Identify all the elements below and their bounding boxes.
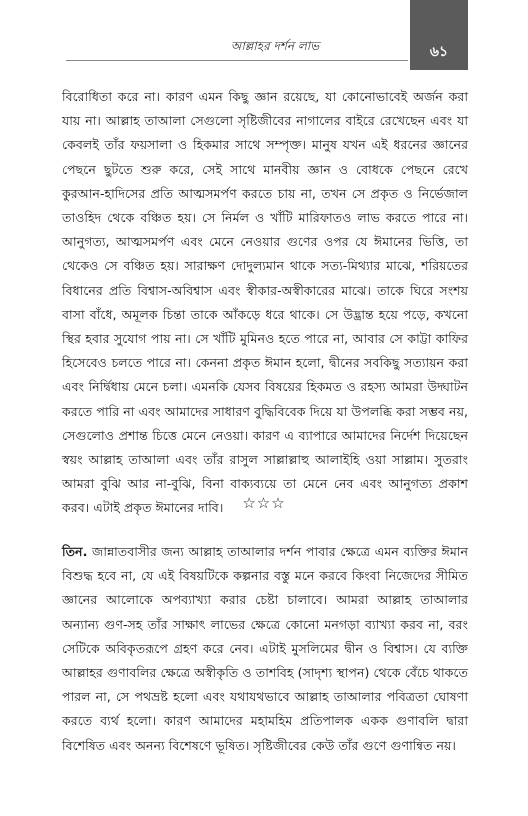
body-paragraph: বিরোধিতা করে না। কারণ এমন কিছু জ্ঞান রয়েছে, যা কোনোভাবেই অর্জন করা যায় না। আল্লাহ তাআলা সেগুলো সৃষ্টিজীবের নাগালের বাইরে রেখেছেন এবং যা কেবলই তাঁর ফয়সালা ও হিকমার সাথে সম্পৃক্ত। মানুষ যখন এই ধরনের জ্ঞানের পেছনে ছুটতে শুরু করে, সেই সাথে মানবীয় জ্ঞান ও বোধকে পেছনে রেখে কুরআন-হাদিসের প্রতি আত্মসমর্পণ করতে চায় না, তখন সে প্রকৃত ও নির্ভেজাল তাওহিদ থেকে বঞ্চিত হয়। সে নির্মল ও খাঁটি মারিফাতও লাভ করতে পারে না। আনুগত্য, আত্মসমর্পণ এবং মেনে নেওয়ার গুণের ওপর যে ঈমানের ভিত্তি, তা থেকেও সে বঞ্চিত হয়। সারাক্ষণ দোদুল্যমান থাকে সত্য-মিথ্যার মাঝে, শরিয়তের বিধানের প্রতি বিশ্বাস-অবিশ্বাস এবং স্বীকার-অস্বীকারের মাঝে। তাকে ঘিরে সংশয় বাসা বাঁধে, অমূলক চিন্তা তাকে আঁকড়ে ধরে থাকে। সে উদ্ভ্রান্ত হয়ে পড়ে, কখনো স্থির হবার সুযোগ পায় না। সে খাঁটি মুমিনও হতে পারে না, আবার সে কাট্টা কাফির হিসেবেও চলতে পারে না। কেননা প্রকৃত ঈমান হলো, দ্বীনের সবকিছু সত্যায়ন করা এবং নির্দ্বিধায় মেনে চলা। এমনকি যেসব বিষয়ের হিকমত ও রহস্য আমরা উদ্ঘাটন করতে পারি না এবং আমাদের সাধারণ বুদ্ধিবিবেক দিয়ে যা উপলব্ধি করা সম্ভব নয়, সেগুলোও প্রশান্ত চিত্তে মেনে নেওয়া। কারণ এ ব্যাপারে আমাদের নির্দেশ দিয়েছেন স্বয়ং আল্লাহ তাআলা এবং তাঁর রাসুল সাল্লাল্লাহু আলাইহি ওয়া সাল্লাম। সুতরাং আমরা বুঝি আর না-বুঝি, বিনা বাক্যব্যয়ে তা মেনে নেব এবং আনুগত্য প্রকাশ করব। এটাই প্রকৃত ঈমানের দাবি। <box>62 89 468 516</box>
section-body-text: জান্নাতবাসীর জন্য আল্লাহ তাআলার দর্শন পাবার ক্ষেত্রে এমন ব্যক্তির ঈমান বিশুদ্ধ হবে না, যে এই বিষয়টিকে কল্পনার বস্তু মনে করবে কিংবা নিজেদের সীমিত জ্ঞানের আলোকে অপব্যাখ্যা করার চেষ্টা চালাবে। আমরা আল্লাহ তাআলার অন্যান্য গুণ-সহ তাঁর সাক্ষাৎ লাভের ক্ষেত্রে কোনো মনগড়া ব্যাখ্যা করব না, বরং সেটিকে অবিকৃতরূপে গ্রহণ করে নেব। এটাই মুসলিমের দ্বীন ও বিশ্বাস। যে ব্যক্তি আল্লাহর গুণাবলির ক্ষেত্রে অস্বীকৃতি ও তাশবিহ (সাদৃশ্য স্থাপন) থেকে বেঁচে থাকতে পারল না, সে পথভ্রষ্ট হলো এবং যথাযথভাবে আল্লাহ তাআলার পবিত্রতা ঘোষণা করতে ব্যর্থ হলো। কারণ আমাদের মহামহিম প্রতিপালক একক গুণাবলি দ্বারা বিশেষিত এবং অনন্য বিশেষণে ভূষিত। সৃষ্টিজীবের কেউ তাঁর গুণে গুণান্বিত নয়। <box>62 544 468 753</box>
section-paragraph <box>62 540 468 758</box>
page-number: ৬১ <box>429 44 449 60</box>
page-number-tab <box>410 0 468 70</box>
running-header <box>0 0 528 70</box>
section-ornament: ☆☆☆ <box>242 494 286 512</box>
header-rule <box>66 60 408 61</box>
section-lead-in: তিন. <box>62 544 88 559</box>
running-title: আল্লাহর দর্শন লাভ <box>230 39 320 53</box>
